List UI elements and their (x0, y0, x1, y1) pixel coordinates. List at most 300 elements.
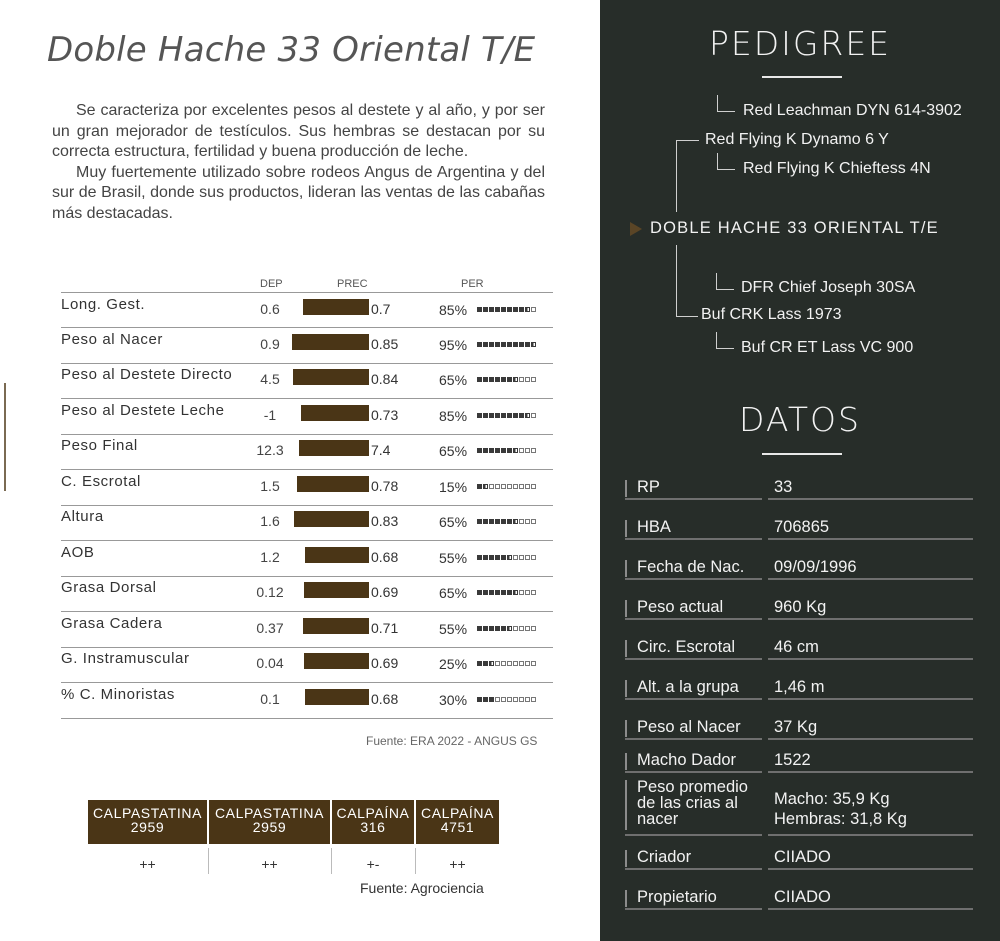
description (52, 101, 545, 224)
ped-line (716, 332, 717, 349)
percentile-square (483, 377, 488, 382)
epd-prec-bar (303, 299, 369, 315)
percentile-square (501, 626, 506, 631)
genomics-result: +- (366, 856, 380, 872)
epd-percentile-indicator (477, 590, 536, 595)
epd-prec-value: 7.4 (371, 442, 391, 458)
ped-line (717, 169, 735, 170)
percentile-square (501, 484, 506, 489)
genomics-divider (415, 848, 416, 874)
datos-rule (625, 908, 762, 910)
genomics-result: ++ (449, 856, 466, 872)
datos-label: Peso promedio de las crias al nacer (637, 778, 748, 828)
datos-label: RP (637, 478, 660, 496)
percentile-square (495, 697, 500, 702)
percentile-square (489, 413, 494, 418)
pedigree-animal: DOBLE HACHE 33 ORIENTAL T/E (650, 219, 939, 237)
percentile-square (477, 519, 482, 524)
percentile-square (513, 307, 518, 312)
percentile-square (495, 590, 500, 595)
datos-rule (768, 618, 973, 620)
ped-line (716, 348, 734, 349)
pedigree-sire-dam: Red Flying K Chieftess 4N (743, 160, 931, 177)
datos-rule (625, 538, 762, 540)
percentile-square (495, 307, 500, 312)
epd-prec-value: 0.69 (371, 655, 399, 671)
epd-per-value: 55% (439, 549, 468, 566)
epd-trait-name: Peso Final (61, 437, 138, 454)
percentile-square (501, 697, 506, 702)
epd-trait-name: G. Instramuscular (61, 650, 190, 667)
percentile-square (519, 697, 524, 702)
epd-dep-value: 1.6 (260, 513, 280, 529)
datos-rule (768, 771, 973, 773)
percentile-square (519, 590, 524, 595)
datos-value: 37 Kg (774, 718, 818, 736)
percentile-square (489, 519, 494, 524)
genomics-marker-name: CALPAÍNA (420, 805, 494, 821)
epd-prec-bar (301, 405, 369, 421)
percentile-square (483, 661, 488, 666)
datos-label: Alt. a la grupa (637, 678, 739, 696)
percentile-square (519, 377, 524, 382)
epd-dep-value: 0.1 (260, 690, 280, 707)
header-prec: PREC (337, 278, 368, 290)
datos-row-tick (625, 680, 627, 697)
percentile-square (495, 342, 500, 347)
percentile-square (513, 413, 518, 418)
epd-trait-name: Grasa Cadera (61, 614, 163, 632)
datos-rule (768, 658, 973, 660)
epd-trait-name: C. Escrotal (61, 472, 141, 490)
datos-rule (768, 578, 973, 580)
percentile-square (531, 484, 536, 489)
percentile-square (489, 661, 494, 666)
percentile-square (495, 661, 500, 666)
genomics-source: Fuente: Agrociencia (360, 880, 484, 896)
datos-row-tick (625, 753, 627, 770)
epd-trait-name: AOB (61, 543, 95, 561)
percentile-square (531, 519, 536, 524)
datos-value: 706865 (774, 518, 830, 536)
epd-percentile-indicator (477, 448, 536, 453)
datos-rule (768, 868, 973, 870)
percentile-square (489, 697, 494, 702)
epd-prec-value: 0.7 (371, 301, 391, 317)
datos-rule (625, 618, 762, 620)
percentile-square (525, 342, 530, 347)
epd-percentile-indicator (477, 661, 536, 666)
epd-per-value: 65% (439, 443, 468, 459)
epd-row (61, 399, 553, 435)
epd-row (61, 434, 553, 470)
percentile-square (531, 307, 536, 312)
percentile-square (495, 626, 500, 631)
percentile-square (489, 307, 494, 312)
percentile-square (483, 626, 488, 631)
description-paragraph-2: Muy fuertemente utilizado sobre rodeos Angus de Argentina y del sur de Brasil, donde sus productos, lideran las ventas de las cabañas más destacadas. (52, 163, 545, 222)
percentile-square (483, 519, 488, 524)
epd-dep-value: -1 (263, 406, 277, 423)
epd-prec-value: 0.68 (371, 690, 399, 707)
genomics-marker-value: 4751 (440, 819, 475, 835)
genomics-marker (416, 800, 499, 844)
datos-rule (768, 538, 973, 540)
percentile-square (525, 519, 530, 524)
percentile-square (519, 413, 524, 418)
datos-rule (768, 498, 973, 500)
percentile-square (477, 555, 482, 560)
percentile-square (525, 413, 530, 418)
percentile-square (495, 377, 500, 382)
percentile-square (513, 484, 518, 489)
epd-prec-value: 0.69 (371, 584, 399, 600)
percentile-square (477, 448, 482, 453)
percentile-square (513, 661, 518, 666)
datos-rule (625, 771, 762, 773)
percentile-square (525, 590, 530, 595)
epd-source: Fuente: ERA 2022 - ANGUS GS (366, 734, 538, 748)
percentile-square (501, 413, 506, 418)
percentile-square (525, 661, 530, 666)
epd-dep-value: 0.9 (260, 335, 280, 352)
datos-row-tick (625, 600, 627, 617)
ped-line (676, 316, 698, 317)
epd-dep-value: 0.12 (256, 584, 284, 600)
datos-rule (625, 698, 762, 700)
percentile-square (495, 448, 500, 453)
percentile-square (525, 448, 530, 453)
percentile-square (495, 519, 500, 524)
percentile-square (513, 519, 518, 524)
epd-per-value: 85% (439, 302, 468, 318)
ped-line (676, 245, 677, 317)
percentile-square (483, 413, 488, 418)
percentile-square (531, 448, 536, 453)
datos-rule (625, 658, 762, 660)
epd-trait-name: % C. Minoristas (61, 685, 176, 703)
epd-prec-bar (305, 689, 369, 705)
datos-value: CIIADO (774, 888, 831, 906)
datos-row-tick (625, 720, 627, 737)
epd-per-value: 65% (439, 585, 468, 601)
percentile-square (495, 413, 500, 418)
percentile-square (489, 342, 494, 347)
datos-value: 1,46 m (774, 678, 825, 696)
percentile-square (489, 484, 494, 489)
ped-line (676, 140, 699, 141)
datos-rule (625, 738, 762, 740)
epd-percentile-indicator (477, 626, 536, 631)
datos-row-tick (625, 640, 627, 657)
epd-prec-value: 0.85 (371, 335, 399, 352)
datos-rule (625, 498, 762, 500)
datos-rule (625, 834, 762, 836)
percentile-square (483, 697, 488, 702)
percentile-square (489, 448, 494, 453)
datos-row-tick (625, 560, 627, 577)
percentile-square (489, 590, 494, 595)
description-paragraph-1: Se caracteriza por excelentes pesos al destete y al año, y por ser un gran mejorador de testículos. Sus hembras se destacan por su correcta estructura, fertilidad y buena producción de leche. (52, 102, 545, 160)
pedigree-title-rule (762, 76, 842, 78)
epd-row (61, 470, 553, 506)
datos-title-rule (762, 453, 842, 455)
epd-per-value: 30% (439, 691, 468, 708)
epd-dep-value: 0.37 (256, 619, 284, 636)
epd-row (61, 292, 553, 328)
arrow-right-icon (630, 222, 642, 236)
epd-trait-name: Grasa Dorsal (61, 579, 157, 596)
percentile-square (507, 448, 512, 453)
epd-prec-value: 0.83 (371, 513, 399, 529)
percentile-square (507, 590, 512, 595)
epd-dep-value: 1.5 (260, 477, 280, 494)
pedigree-title: PEDIGREE (708, 24, 892, 63)
percentile-square (501, 307, 506, 312)
percentile-square (519, 342, 524, 347)
epd-per-value: 85% (439, 407, 468, 424)
percentile-square (513, 555, 518, 560)
percentile-square (525, 555, 530, 560)
epd-dep-value: 12.3 (256, 442, 284, 458)
percentile-square (501, 448, 506, 453)
datos-value: 1522 (774, 751, 811, 769)
percentile-square (531, 555, 536, 560)
datos-label: Criador (637, 848, 692, 866)
percentile-square (477, 697, 482, 702)
header-dep: DEP (260, 278, 283, 290)
genomics-result: ++ (261, 856, 278, 872)
datos-label: Propietario (637, 888, 717, 906)
percentile-square (477, 484, 482, 489)
page-title: Doble Hache 33 Oriental T/E (47, 30, 536, 70)
datos-row-tick (625, 520, 627, 537)
epd-per-value: 25% (439, 656, 468, 672)
epd-row (61, 647, 553, 683)
percentile-square (489, 377, 494, 382)
epd-per-value: 95% (439, 336, 468, 353)
epd-row (61, 541, 553, 577)
genomics-marker-name: CALPASTATINA (92, 805, 203, 821)
datos-value: 960 Kg (774, 598, 827, 616)
epd-per-value: 15% (439, 478, 468, 495)
percentile-square (495, 555, 500, 560)
percentile-square (519, 519, 524, 524)
percentile-square (531, 661, 536, 666)
epd-prec-bar (304, 582, 369, 598)
ped-line (717, 111, 735, 112)
epd-trait-name: Peso al Nacer (61, 330, 164, 348)
ped-line (716, 273, 717, 290)
epd-dep-value: 1.2 (260, 548, 280, 565)
percentile-square (507, 342, 512, 347)
epd-row (61, 363, 553, 399)
percentile-square (513, 590, 518, 595)
ped-line (717, 95, 718, 112)
epd-row (61, 328, 553, 364)
percentile-square (519, 484, 524, 489)
epd-prec-bar (297, 476, 369, 492)
ped-line (676, 140, 677, 212)
percentile-square (477, 377, 482, 382)
percentile-square (483, 448, 488, 453)
genomics-marker-value: 316 (360, 819, 386, 835)
percentile-square (507, 661, 512, 666)
datos-rule (625, 868, 762, 870)
datos-label: Peso actual (637, 598, 724, 616)
percentile-square (525, 484, 530, 489)
epd-row (61, 683, 553, 719)
percentile-square (477, 307, 482, 312)
percentile-square (501, 342, 506, 347)
datos-value: 46 cm (774, 638, 819, 656)
ped-line (717, 153, 718, 170)
percentile-square (501, 661, 506, 666)
percentile-square (483, 342, 488, 347)
epd-trait-name: Peso al Destete Leche (61, 401, 225, 419)
datos-row-tick (625, 850, 627, 867)
epd-prec-bar (303, 618, 370, 634)
percentile-square (531, 590, 536, 595)
percentile-square (507, 484, 512, 489)
percentile-square (513, 377, 518, 382)
epd-percentile-indicator (477, 307, 536, 312)
percentile-square (531, 626, 536, 631)
percentile-square (525, 377, 530, 382)
percentile-square (531, 413, 536, 418)
datos-label: Macho Dador (637, 751, 737, 769)
percentile-square (513, 697, 518, 702)
percentile-square (531, 342, 536, 347)
datos-rule (768, 834, 973, 836)
datos-rule (768, 908, 973, 910)
datos-value: 09/09/1996 (774, 558, 857, 576)
datos-value: Macho: 35,9 Kg Hembras: 31,8 Kg (774, 790, 907, 828)
datos-row-tick (625, 780, 627, 830)
epd-prec-bar (294, 511, 370, 527)
percentile-square (513, 448, 518, 453)
percentile-square (477, 590, 482, 595)
pedigree-sire: Red Flying K Dynamo 6 Y (705, 131, 889, 148)
epd-per-value: 65% (439, 514, 468, 530)
genomics-marker (209, 800, 330, 844)
percentile-square (501, 555, 506, 560)
percentile-square (531, 697, 536, 702)
percentile-square (531, 377, 536, 382)
datos-label: Fecha de Nac. (637, 558, 745, 576)
epd-prec-bar (293, 369, 369, 385)
percentile-square (507, 413, 512, 418)
right-panel (600, 0, 1000, 941)
percentile-square (507, 377, 512, 382)
percentile-square (477, 626, 482, 631)
percentile-square (507, 626, 512, 631)
epd-prec-bar (299, 440, 369, 456)
epd-prec-bar (305, 547, 369, 563)
datos-rule (768, 738, 973, 740)
epd-prec-bar (304, 653, 369, 669)
genomics-marker (332, 800, 414, 844)
epd-trait-name: Altura (61, 508, 104, 525)
epd-dep-value: 0.04 (256, 655, 284, 671)
epd-per-value: 65% (439, 372, 468, 388)
percentile-square (495, 484, 500, 489)
datos-value: CIIADO (774, 848, 831, 866)
epd-per-value: 55% (439, 620, 468, 637)
epd-percentile-indicator (477, 697, 536, 702)
epd-percentile-indicator (477, 377, 536, 382)
datos-row-tick (625, 890, 627, 907)
genomics-marker-value: 2959 (130, 819, 165, 835)
percentile-square (489, 555, 494, 560)
percentile-square (519, 661, 524, 666)
epd-prec-bar (292, 334, 369, 350)
epd-row (61, 576, 553, 612)
percentile-square (519, 555, 524, 560)
epd-prec-value: 0.68 (371, 548, 399, 565)
percentile-square (477, 413, 482, 418)
pedigree-sire-sire: Red Leachman DYN 614-3902 (743, 102, 962, 119)
percentile-square (483, 555, 488, 560)
percentile-square (513, 342, 518, 347)
genomics-marker (88, 800, 207, 844)
pedigree-dam-sire: DFR Chief Joseph 30SA (741, 279, 916, 296)
percentile-square (483, 307, 488, 312)
genomics-marker-name: CALPASTATINA (214, 805, 325, 821)
epd-dep-value: 0.6 (260, 301, 280, 317)
percentile-square (507, 307, 512, 312)
percentile-square (483, 590, 488, 595)
epd-percentile-indicator (477, 519, 536, 524)
percentile-square (477, 661, 482, 666)
epd-prec-value: 0.78 (371, 477, 399, 494)
datos-value: 33 (774, 478, 793, 496)
percentile-square (501, 519, 506, 524)
datos-rule (625, 578, 762, 580)
percentile-square (507, 555, 512, 560)
percentile-square (501, 590, 506, 595)
datos-row-tick (625, 480, 627, 497)
percentile-square (507, 697, 512, 702)
epd-percentile-indicator (477, 342, 536, 347)
genomics-divider (208, 848, 209, 874)
pedigree-dam-dam: Buf CR ET Lass VC 900 (741, 339, 914, 356)
datos-label: Peso al Nacer (637, 718, 741, 736)
percentile-square (525, 626, 530, 631)
percentile-square (489, 626, 494, 631)
epd-dep-value: 4.5 (260, 371, 280, 387)
epd-percentile-indicator (477, 484, 536, 489)
percentile-square (519, 307, 524, 312)
genomics-marker-value: 2959 (252, 819, 287, 835)
epd-prec-value: 0.71 (371, 619, 399, 636)
epd-trait-name: Peso al Destete Directo (61, 366, 233, 383)
percentile-square (519, 626, 524, 631)
epd-prec-value: 0.84 (371, 371, 399, 387)
epd-prec-value: 0.73 (371, 406, 399, 423)
percentile-square (519, 448, 524, 453)
epd-row (61, 612, 553, 648)
percentile-square (525, 697, 530, 702)
datos-label: Circ. Escrotal (637, 638, 736, 656)
percentile-square (513, 626, 518, 631)
percentile-square (501, 377, 506, 382)
percentile-square (477, 342, 482, 347)
percentile-square (525, 307, 530, 312)
datos-rule (768, 698, 973, 700)
epd-percentile-indicator (477, 555, 536, 560)
header-per: PER (461, 278, 484, 290)
